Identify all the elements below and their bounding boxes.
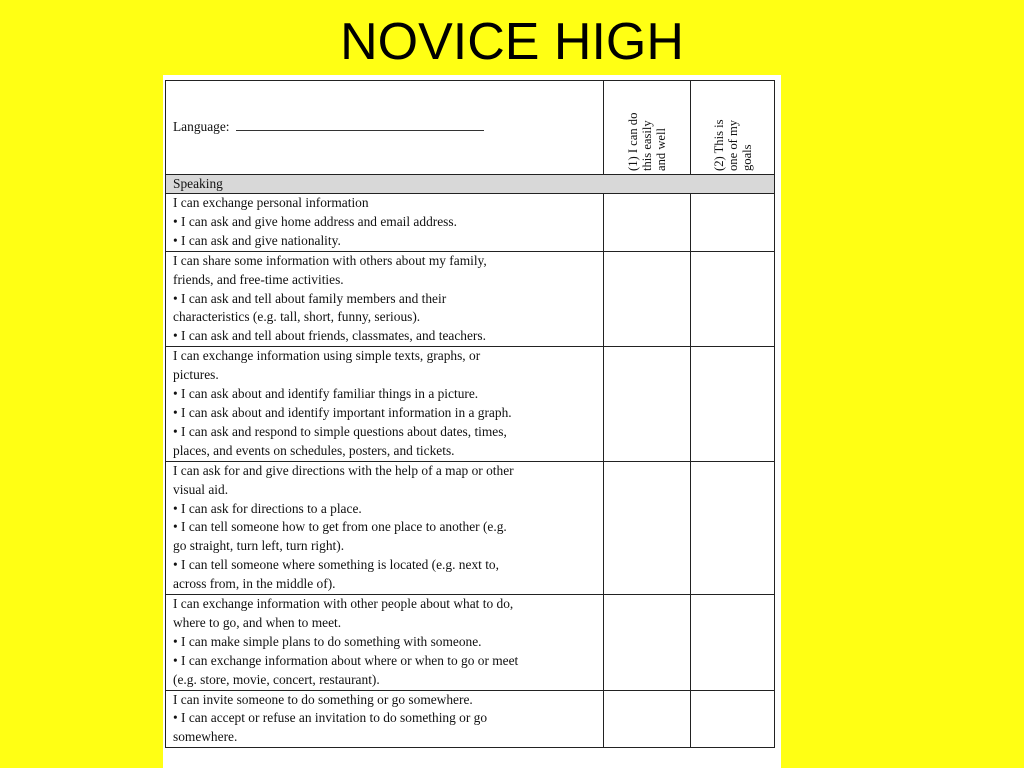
statement-line: friends, and free-time activities. xyxy=(173,271,344,287)
checklist-page xyxy=(163,75,781,768)
table-row xyxy=(166,461,775,594)
header-row xyxy=(166,81,775,175)
can-do-statement xyxy=(166,461,604,594)
statement-line: where to go, and when to meet. xyxy=(173,614,342,630)
table-row xyxy=(166,194,775,252)
statement-line: I can exchange information with other people about what to do, xyxy=(173,596,514,612)
checkbox-my-goal[interactable] xyxy=(691,690,775,748)
language-label: Language: xyxy=(173,119,230,135)
col2-header-line: one of my xyxy=(725,119,740,171)
can-do-statement xyxy=(166,251,604,347)
table-row xyxy=(166,595,775,691)
statement-line: • I can ask and give home address and email address. xyxy=(173,213,457,229)
col1-header xyxy=(604,81,691,175)
can-do-checklist-table xyxy=(165,80,775,748)
statement-line: • I can ask for directions to a place. xyxy=(173,500,362,516)
col2-header-line: (2) This is xyxy=(711,118,726,171)
statement-line: • I can ask about and identify familiar things in a picture. xyxy=(173,386,479,402)
statement-line: • I can ask and respond to simple questions about dates, times, xyxy=(173,423,507,439)
col2-header xyxy=(691,81,775,175)
checkbox-my-goal[interactable] xyxy=(691,194,775,252)
checkbox-my-goal[interactable] xyxy=(691,461,775,594)
statement-line: visual aid. xyxy=(173,481,229,497)
can-do-statement xyxy=(166,595,604,691)
checkbox-can-do-easily[interactable] xyxy=(604,461,691,594)
checkbox-my-goal[interactable] xyxy=(691,595,775,691)
checkbox-can-do-easily[interactable] xyxy=(604,194,691,252)
col1-header-line: and well xyxy=(654,127,668,171)
statement-line: • I can accept or refuse an invitation to do something or go xyxy=(173,710,488,726)
language-blank-line[interactable] xyxy=(236,129,484,131)
statement-line: • I can ask and tell about friends, classmates, and teachers. xyxy=(173,328,486,344)
table-row xyxy=(166,347,775,461)
statement-line: • I can exchange information about where or when to go or meet xyxy=(173,652,519,668)
statement-line: • I can tell someone how to get from one place to another (e.g. xyxy=(173,519,507,535)
slide-title: NOVICE HIGH xyxy=(340,13,684,71)
col1-header-line: this easily xyxy=(640,119,654,171)
statement-line: across from, in the middle of). xyxy=(173,576,336,592)
table-row xyxy=(166,251,775,347)
checkbox-can-do-easily[interactable] xyxy=(604,347,691,461)
checkbox-can-do-easily[interactable] xyxy=(604,251,691,347)
statement-line: • I can ask and tell about family members and their xyxy=(173,290,447,306)
can-do-statement xyxy=(166,194,604,252)
col1-header-line: (1) I can do xyxy=(626,112,640,171)
statement-line: • I can ask and give nationality. xyxy=(173,232,341,248)
section-row xyxy=(166,175,775,194)
col2-header-line: goals xyxy=(739,143,754,171)
checkbox-my-goal[interactable] xyxy=(691,251,775,347)
statement-line: • I can tell someone where something is located (e.g. next to, xyxy=(173,557,499,573)
statement-line: (e.g. store, movie, concert, restaurant). xyxy=(173,671,380,687)
language-field[interactable] xyxy=(166,81,604,175)
can-do-statement xyxy=(166,690,604,748)
statement-line: pictures. xyxy=(173,367,219,383)
section-label: Speaking xyxy=(166,175,775,194)
checkbox-can-do-easily[interactable] xyxy=(604,595,691,691)
statement-line: I can ask for and give directions with the help of a map or other xyxy=(173,462,514,478)
table-row xyxy=(166,690,775,748)
statement-line: I can share some information with others about my family, xyxy=(173,252,487,268)
statement-line: places, and events on schedules, posters, and tickets. xyxy=(173,442,455,458)
statement-line: • I can make simple plans to do something with someone. xyxy=(173,633,482,649)
statement-line: • I can ask about and identify important information in a graph. xyxy=(173,404,512,420)
statement-line: go straight, turn left, turn right). xyxy=(173,538,345,554)
statement-line: I can invite someone to do something or go somewhere. xyxy=(173,691,473,707)
checkbox-can-do-easily[interactable] xyxy=(604,690,691,748)
statement-line: somewhere. xyxy=(173,729,238,745)
checkbox-my-goal[interactable] xyxy=(691,347,775,461)
statement-line: characteristics (e.g. tall, short, funny, serious). xyxy=(173,309,421,325)
can-do-statement xyxy=(166,347,604,461)
statement-line: I can exchange information using simple texts, graphs, or xyxy=(173,348,481,364)
statement-line: I can exchange personal information xyxy=(173,195,369,210)
